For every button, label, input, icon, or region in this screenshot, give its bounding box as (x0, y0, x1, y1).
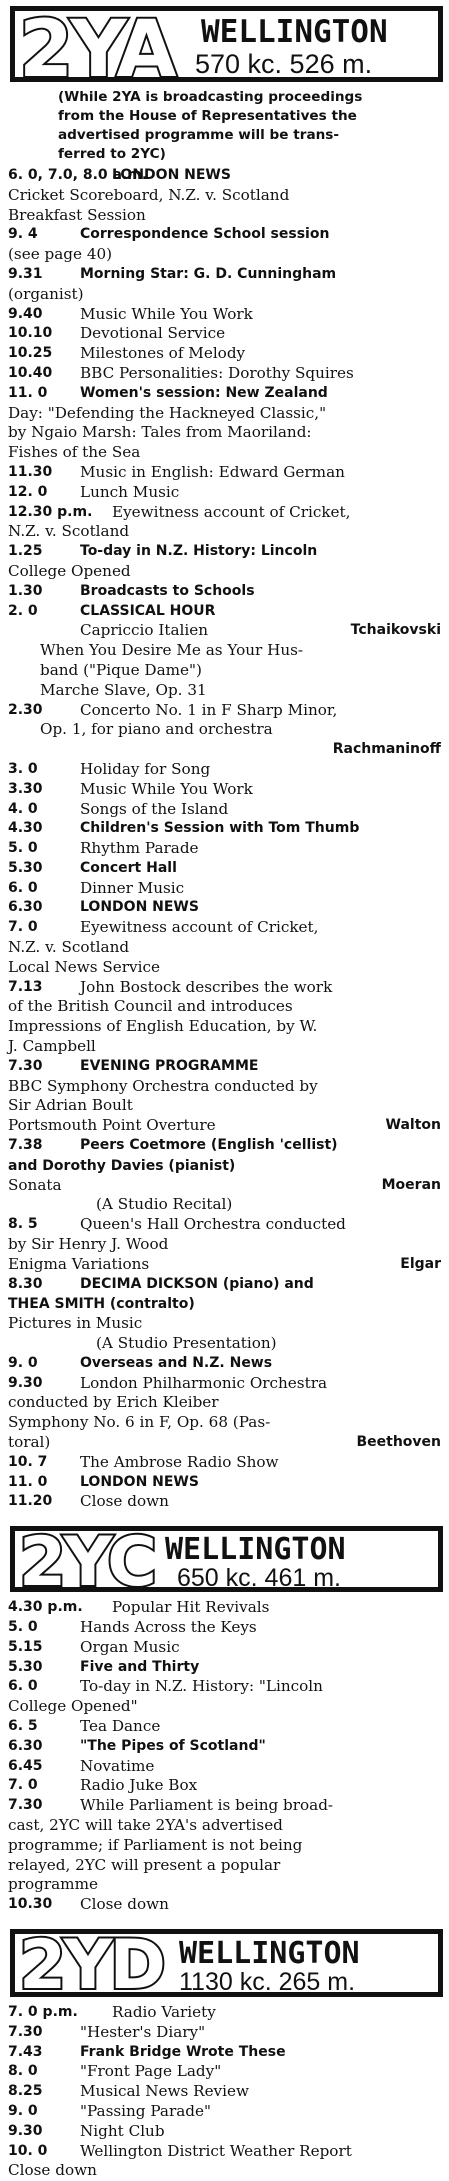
item-detail-line (0, 958, 449, 978)
programme-item (0, 602, 449, 622)
programme-item (0, 166, 449, 186)
station-callsign: 2YC (19, 1523, 155, 1603)
item-composer-line (0, 740, 449, 760)
item-title: LONDON NEWS (112, 167, 231, 183)
item-time: 7.43 (8, 2043, 43, 2060)
station-frequency: 570 kc. 526 m. (195, 49, 373, 79)
item-time: 1.30 (8, 582, 43, 599)
item-time: 10.30 (8, 1896, 53, 1913)
item-detail-line (0, 2161, 449, 2181)
item-detail-line (0, 1393, 449, 1413)
station-banner-2ya (10, 5, 443, 95)
item-detail: conducted by Erich Kleiber (8, 1393, 219, 1412)
item-time: 9.30 (8, 1374, 43, 1391)
item-time: 10.40 (8, 364, 53, 381)
item-detail-line (0, 1235, 449, 1255)
item-detail-line (0, 1017, 449, 1037)
item-time: 8.25 (8, 2083, 43, 2100)
item-time: 6.30 (8, 1737, 43, 1754)
item-detail: Local News Service (8, 957, 160, 976)
item-title: While Parliament is being broad- (80, 1796, 334, 1815)
item-time: 5. 0 (8, 840, 38, 857)
item-title: Lunch Music (80, 482, 180, 501)
programme-item (0, 542, 449, 562)
item-title: Radio Variety (112, 2002, 216, 2021)
programme-item (0, 621, 449, 641)
item-title: Eyewitness account of Cricket, (112, 502, 351, 521)
programme-item (0, 1737, 449, 1757)
programme-item (0, 839, 449, 859)
item-detail: N.Z. v. Scotland (8, 522, 130, 541)
item-time: 7.30 (8, 1057, 43, 1074)
item-title: Correspondence School session (80, 226, 330, 243)
item-detail: Close down (8, 2161, 97, 2180)
programme-item (0, 978, 449, 998)
programme-item (0, 1136, 449, 1156)
item-time: 5.30 (8, 1658, 43, 1675)
item-time: 6. 0, 7.0, 8.0 a.m. (8, 167, 148, 183)
programme-item (0, 1638, 449, 1658)
notice-line: advertised programme will be trans- (58, 127, 340, 143)
item-time: 3. 0 (8, 760, 38, 777)
item-detail-line (0, 641, 449, 661)
item-time: 6.45 (8, 1757, 43, 1774)
item-time: 11. 0 (8, 1473, 48, 1490)
programme-list-2yc (0, 1598, 449, 1915)
item-detail: Symphony No. 6 in F, Op. 68 (Pas- (8, 1413, 271, 1432)
item-time: 7.38 (8, 1137, 43, 1154)
item-detail: Day: "Defending the Hackneyed Classic," (8, 403, 327, 422)
programme-item (0, 2062, 449, 2082)
programme-item (0, 2082, 449, 2102)
notice-line: ferred to 2YC) (58, 146, 166, 162)
item-detail: Impressions of English Education, by W. (8, 1017, 318, 1036)
item-time: 12.30 p.m. (8, 503, 93, 520)
item-title: The Ambrose Radio Show (80, 1452, 279, 1471)
item-detail-line (0, 1294, 449, 1314)
item-detail-line (0, 285, 449, 305)
item-time: 1.25 (8, 543, 43, 560)
item-detail: Op. 1, for piano and orchestra (40, 720, 273, 739)
item-title: Women's session: New Zealand (80, 384, 328, 401)
item-detail-line (0, 1836, 449, 1856)
station-city: WELLINGTON (201, 14, 388, 50)
programme-item (0, 305, 449, 325)
item-time: 11. 0 (8, 384, 48, 401)
item-detail-line (0, 1077, 449, 1097)
item-title: Capriccio Italien (80, 621, 208, 640)
programme-item (0, 1717, 449, 1737)
item-title: Close down (80, 1895, 169, 1914)
programme-item (0, 701, 449, 721)
item-detail: Breakfast Session (8, 205, 146, 224)
programme-item (0, 1354, 449, 1374)
item-title: Rhythm Parade (80, 839, 199, 858)
item-detail: Enigma Variations (8, 1254, 150, 1273)
programme-item (0, 859, 449, 879)
item-title: Holiday for Song (80, 759, 211, 778)
item-title: Songs of the Island (80, 799, 229, 818)
programme-item (0, 918, 449, 938)
item-title: London Philharmonic Orchestra (80, 1373, 328, 1392)
item-title: Novatime (80, 1756, 155, 1775)
item-title: Morning Star: G. D. Cunningham (80, 265, 337, 282)
item-time: 6. 5 (8, 1717, 38, 1734)
item-detail-line (0, 1255, 449, 1275)
station-callsign: 2YA (19, 5, 174, 95)
item-time: 7.30 (8, 2023, 43, 2040)
item-detail: band ("Pique Dame") (40, 660, 202, 679)
item-time: 10. 0 (8, 2142, 48, 2159)
item-time: 2. 0 (8, 602, 38, 619)
programme-item (0, 265, 449, 285)
notice-line: (While 2YA is broadcasting proceedings (58, 89, 363, 105)
item-time: 6. 0 (8, 1678, 38, 1695)
programme-item (0, 1658, 449, 1678)
programme-item (0, 1895, 449, 1915)
programme-item (0, 1057, 449, 1077)
item-time: 9.30 (8, 2122, 43, 2139)
programme-item (0, 1677, 449, 1697)
item-title: Music in English: Edward German (80, 462, 345, 481)
item-title: John Bostock describes the work (80, 977, 333, 996)
item-time: 11.30 (8, 463, 53, 480)
item-title: Eyewitness account of Cricket, (80, 918, 319, 937)
programme-item (0, 1776, 449, 1796)
item-detail-line (0, 1413, 449, 1433)
item-detail-line (0, 997, 449, 1017)
item-detail-line (0, 562, 449, 582)
item-time: 10.25 (8, 345, 53, 362)
item-time: 5.30 (8, 859, 43, 876)
programme-item (0, 344, 449, 364)
programme-item (0, 2023, 449, 2043)
item-detail-line (0, 423, 449, 443)
programme-item (0, 760, 449, 780)
item-detail-line (0, 1314, 449, 1334)
item-title: DECIMA DICKSON (piano) and (80, 1275, 314, 1292)
item-title: To-day in N.Z. History: "Lincoln (80, 1677, 323, 1696)
item-title: LONDON NEWS (80, 899, 199, 916)
programme-item (0, 384, 449, 404)
item-detail: Pictures in Music (8, 1314, 143, 1333)
item-title: Night Club (80, 2121, 165, 2140)
programme-item (0, 1275, 449, 1295)
item-note: (A Studio Presentation) (96, 1334, 277, 1353)
item-detail-line (0, 1037, 449, 1057)
item-time: 9. 0 (8, 2102, 38, 2119)
item-detail-line (0, 661, 449, 681)
item-time: 4.30 p.m. (8, 1599, 83, 1616)
item-time: 10.10 (8, 325, 53, 342)
item-detail-line (0, 1156, 449, 1176)
item-time: 7.13 (8, 978, 43, 995)
item-composer: Moeran (381, 1176, 441, 1193)
programme-item (0, 2102, 449, 2122)
item-time: 7. 0 (8, 919, 38, 936)
item-title: Children's Session with Tom Thumb (80, 820, 360, 837)
item-detail: toral) (8, 1433, 51, 1451)
programme-item (0, 1374, 449, 1394)
station-banner-2yd (10, 1925, 443, 2005)
item-time: 5.15 (8, 1638, 43, 1655)
station-city: WELLINGTON (179, 1935, 360, 1971)
item-title: Concerto No. 1 in F Sharp Minor, (80, 700, 338, 719)
item-detail: of the British Council and introduces (8, 997, 293, 1016)
item-time: 7. 0 p.m. (8, 2003, 78, 2020)
item-title: Peers Coetmore (English 'cellist) (80, 1137, 338, 1154)
station-frequency: 650 kc. 461 m. (177, 1564, 341, 1593)
item-detail: programme (8, 1875, 98, 1894)
item-time: 5. 0 (8, 1618, 38, 1635)
item-detail: Marche Slave, Op. 31 (40, 680, 207, 699)
item-time: 4. 0 (8, 800, 38, 817)
item-composer: Tchaikovski (350, 622, 441, 639)
item-composer: Elgar (400, 1255, 441, 1272)
station-city: WELLINGTON (165, 1532, 346, 1568)
programme-item (0, 324, 449, 344)
item-title: Musical News Review (80, 2082, 249, 2101)
programme-item (0, 819, 449, 839)
item-title: Five and Thirty (80, 1658, 200, 1675)
item-detail: THEA SMITH (contralto) (8, 1296, 195, 1313)
item-detail-line (0, 1096, 449, 1116)
item-title: "Passing Parade" (80, 2101, 211, 2120)
item-detail-line (0, 720, 449, 740)
item-time: 3.30 (8, 780, 43, 797)
item-detail: Sonata (8, 1175, 62, 1194)
programme-item (0, 582, 449, 602)
item-detail: College Opened" (8, 1697, 138, 1716)
item-title: Wellington District Weather Report (80, 2141, 352, 2160)
programme-item (0, 1453, 449, 1473)
item-title: Milestones of Melody (80, 344, 246, 363)
item-detail-line (0, 938, 449, 958)
item-time: 7.30 (8, 1797, 43, 1814)
item-title: LONDON NEWS (80, 1473, 199, 1490)
programme-list-2ya (0, 166, 449, 1512)
item-detail: When You Desire Me as Your Hus- (40, 641, 304, 660)
item-title: Dinner Music (80, 878, 185, 897)
programme-item (0, 364, 449, 384)
notice-line: from the House of Representatives the (58, 108, 357, 124)
item-title: Organ Music (80, 1637, 180, 1656)
item-composer: Beethoven (356, 1434, 441, 1450)
programme-item (0, 503, 449, 523)
station-frequency: 1130 kc. 265 m. (179, 1967, 356, 1996)
item-title: CLASSICAL HOUR (80, 602, 216, 619)
item-title: Hands Across the Keys (80, 1617, 257, 1636)
programme-item (0, 463, 449, 483)
item-detail-line (0, 1816, 449, 1836)
programme-item (0, 800, 449, 820)
item-detail-line (0, 1856, 449, 1876)
item-detail-line (0, 206, 449, 226)
item-title: Overseas and N.Z. News (80, 1354, 273, 1371)
item-title: BBC Personalities: Dorothy Squires (80, 363, 354, 382)
item-title: Music While You Work (80, 779, 253, 798)
item-detail-line (0, 522, 449, 542)
item-detail: College Opened (8, 561, 131, 580)
item-detail-line (0, 1176, 449, 1196)
item-title: Music While You Work (80, 304, 253, 323)
programme-item (0, 1473, 449, 1493)
item-composer: Walton (385, 1117, 441, 1134)
item-time: 8. 0 (8, 2063, 38, 2080)
item-title: "Front Page Lady" (80, 2062, 222, 2081)
programme-item (0, 1215, 449, 1235)
item-time: 10. 7 (8, 1453, 48, 1470)
item-detail-line (0, 186, 449, 206)
item-time: 8. 5 (8, 1216, 38, 1233)
item-title: Frank Bridge Wrote These (80, 2043, 286, 2060)
item-note-line (0, 1334, 449, 1354)
item-title: Queen's Hall Orchestra conducted (80, 1215, 346, 1234)
item-detail: (organist) (8, 284, 84, 303)
item-time: 9. 4 (8, 226, 38, 243)
station-callsign: 2YD (19, 1925, 163, 2005)
programme-item (0, 780, 449, 800)
programme-list-2yd (0, 2003, 449, 2181)
item-detail: relayed, 2YC will present a popular (8, 1855, 281, 1874)
item-detail: by Ngaio Marsh: Tales from Maoriland: (8, 423, 312, 442)
item-title: "The Pipes of Scotland" (80, 1737, 266, 1754)
item-detail: BBC Symphony Orchestra conducted by (8, 1076, 318, 1095)
item-note: (A Studio Recital) (96, 1195, 233, 1214)
item-title: "Hester's Diary" (80, 2022, 206, 2041)
programme-item (0, 1618, 449, 1638)
item-detail-line (0, 404, 449, 424)
item-detail-line (0, 681, 449, 701)
item-time: 11.20 (8, 1493, 53, 1510)
programme-item (0, 2003, 449, 2023)
programme-item (0, 1757, 449, 1777)
item-detail: Portsmouth Point Overture (8, 1116, 216, 1135)
item-time: 9.40 (8, 305, 43, 322)
item-detail-line (0, 1697, 449, 1717)
item-detail: J. Campbell (8, 1037, 96, 1056)
programme-item (0, 898, 449, 918)
item-time: 6. 0 (8, 879, 38, 896)
programme-item (0, 483, 449, 503)
item-time: 9. 0 (8, 1354, 38, 1371)
item-detail: by Sir Henry J. Wood (8, 1235, 169, 1254)
item-detail: cast, 2YC will take 2YA's advertised (8, 1815, 283, 1834)
item-detail: Fishes of the Sea (8, 443, 141, 462)
item-title: Tea Dance (80, 1716, 161, 1735)
item-detail: programme; if Parliament is not being (8, 1835, 303, 1854)
item-title: Broadcasts to Schools (80, 582, 255, 599)
programme-item (0, 1492, 449, 1512)
programme-item (0, 2043, 449, 2063)
programme-item (0, 2122, 449, 2142)
item-detail-line (0, 1116, 449, 1136)
item-detail: (see page 40) (8, 245, 113, 264)
item-detail: and Dorothy Davies (pianist) (8, 1157, 236, 1174)
item-time: 7. 0 (8, 1777, 38, 1794)
item-title: Radio Juke Box (80, 1776, 198, 1795)
item-detail-line (0, 245, 449, 265)
programme-item (0, 2142, 449, 2162)
item-time: 2.30 (8, 701, 43, 718)
item-detail-line (0, 1875, 449, 1895)
item-title: Close down (80, 1492, 169, 1511)
item-time: 6.30 (8, 899, 43, 916)
item-title: To-day in N.Z. History: Lincoln (80, 543, 318, 560)
item-composer: Rachmaninoff (332, 741, 441, 758)
item-time: 4.30 (8, 820, 43, 837)
programme-item (0, 1796, 449, 1816)
item-time: 8.30 (8, 1275, 43, 1292)
item-detail-line (0, 1433, 449, 1453)
item-detail: N.Z. v. Scotland (8, 938, 130, 957)
programme-item (0, 225, 449, 245)
programme-item (0, 879, 449, 899)
item-detail: Cricket Scoreboard, N.Z. v. Scotland (8, 185, 290, 204)
item-title: Concert Hall (80, 859, 177, 876)
item-time: 9.31 (8, 265, 43, 282)
item-time: 12. 0 (8, 483, 48, 500)
item-detail: Sir Adrian Boult (8, 1096, 133, 1115)
item-detail-line (0, 443, 449, 463)
programme-item (0, 1598, 449, 1618)
item-title: EVENING PROGRAMME (80, 1057, 259, 1074)
item-title: Popular Hit Revivals (112, 1598, 270, 1617)
item-title: Devotional Service (80, 324, 226, 343)
station-banner-2yc (10, 1523, 443, 1603)
item-note-line (0, 1195, 449, 1215)
